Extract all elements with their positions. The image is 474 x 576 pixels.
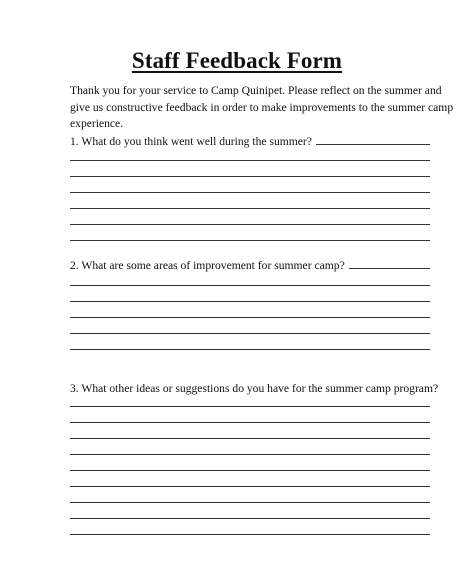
question-3-text: 3. What other ideas or suggestions do you have for the summer camp program? — [70, 382, 439, 395]
question-2 — [70, 259, 430, 272]
answer-line-3-3[interactable] — [70, 438, 430, 439]
intro-paragraph — [70, 83, 454, 133]
answer-line-1-4[interactable] — [70, 208, 430, 209]
answer-line-1-3[interactable] — [70, 192, 430, 193]
answer-line-2-1[interactable] — [70, 285, 430, 286]
question-1 — [70, 135, 430, 148]
question-2-answer-line[interactable] — [349, 267, 430, 269]
answer-line-2-5[interactable] — [70, 349, 430, 350]
answer-line-3-5[interactable] — [70, 470, 430, 471]
form-header — [0, 48, 474, 74]
answer-line-1-5[interactable] — [70, 224, 430, 225]
answer-line-2-4[interactable] — [70, 333, 430, 334]
answer-line-3-2[interactable] — [70, 422, 430, 423]
form-title: Staff Feedback Form — [131, 48, 343, 73]
answer-line-3-7[interactable] — [70, 502, 430, 503]
question-2-text: 2. What are some areas of improvement for summer camp? — [70, 259, 345, 272]
intro-line: give us constructive feedback in order to make improvements to the summer camp — [70, 100, 454, 114]
answer-line-3-4[interactable] — [70, 454, 430, 455]
answer-line-3-8[interactable] — [70, 518, 430, 519]
intro-line: Thank you for your service to Camp Quinipet. Please reflect on the summer and — [70, 84, 442, 97]
answer-line-3-1[interactable] — [70, 406, 430, 407]
answer-line-1-6[interactable] — [70, 240, 430, 241]
answer-line-2-2[interactable] — [70, 301, 430, 302]
answer-line-2-3[interactable] — [70, 317, 430, 318]
answer-line-3-6[interactable] — [70, 486, 430, 487]
answer-line-1-1[interactable] — [70, 160, 430, 161]
answer-line-3-9[interactable] — [70, 534, 430, 535]
intro-line: experience. — [70, 117, 124, 130]
answer-line-1-2[interactable] — [70, 176, 430, 177]
question-1-answer-line[interactable] — [316, 143, 430, 145]
question-3 — [70, 382, 439, 395]
question-1-text: 1. What do you think went well during the summer? — [70, 135, 312, 148]
